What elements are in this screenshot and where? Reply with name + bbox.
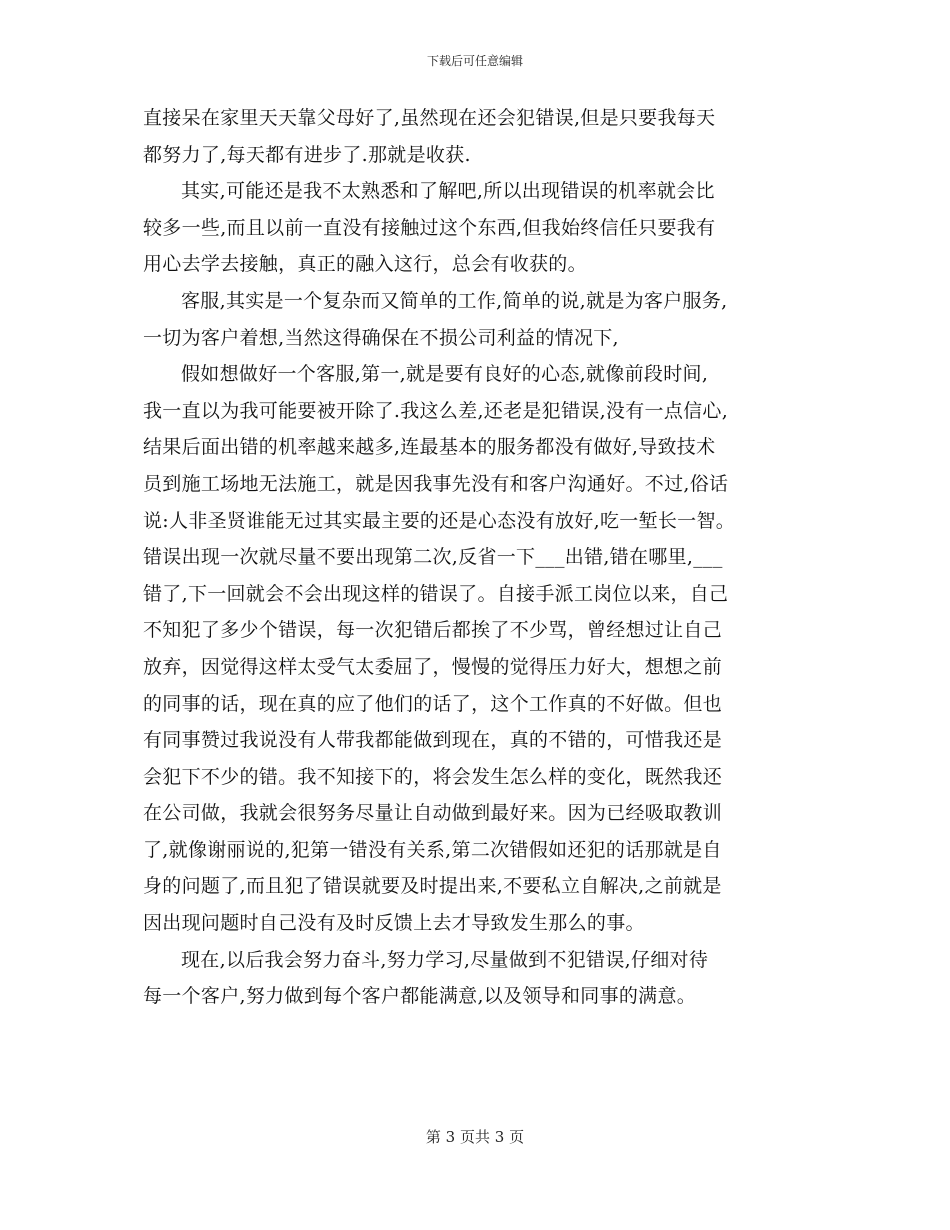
- page-footer: 第 3 页共 3 页: [425, 1128, 525, 1146]
- text-line: 员到施工场地无法施工，就是因我事先没有和客户沟通好。不过,俗话: [143, 472, 729, 495]
- text-line: 其实,可能还是我不太熟悉和了解吧,所以出现错误的机率就会比: [181, 180, 715, 203]
- document-body: [143, 100, 815, 1015]
- page-header: 下载后可任意编辑: [426, 54, 523, 68]
- text-line: 较多一些,而且以前一直没有接触过这个东西,但我始终信任只要我有: [143, 216, 716, 239]
- text-line: 我一直以为我可能要被开除了.我这么差,还老是犯错误,没有一点信心,: [143, 399, 729, 422]
- text-line: 有同事赞过我说没有人带我都能做到现在，真的不错的，可惜我还是: [143, 729, 723, 752]
- text-line: 直接呆在家里天天靠父母好了,虽然现在还会犯错误,但是只要我每天: [143, 107, 716, 129]
- text-line: 会犯下不少的错。我不知接下的，将会发生怎么样的变化，既然我还: [143, 765, 723, 788]
- text-line: 了,就像谢丽说的,犯第一错没有关系,第二次错假如还犯的话那就是自: [143, 838, 722, 861]
- text-line: 现在,以后我会努力奋斗,努力学习,尽量做到不犯错误,仔细对待: [181, 948, 709, 971]
- text-line: 错了,下一回就会不会出现这样的错误了。自接手派工岗位以来，自己: [143, 582, 729, 605]
- text-line: 假如想做好一个客服,第一,就是要有良好的心态,就像前段时间,: [181, 363, 709, 386]
- text-line: 身的问题了,而且犯了错误就要及时提出来,不要私立自解决,之前就是: [143, 875, 722, 898]
- text-line: 结果后面出错的机率越来越多,连最基本的服务都没有做好,导致技术: [143, 436, 716, 459]
- text-line: 错误出现一次就尽量不要出现第二次,反省一下___出错,错在哪里,___: [143, 546, 723, 569]
- text-line: 放弃，因觉得这样太受气太委屈了，慢慢的觉得压力好大，想想之前: [143, 655, 723, 678]
- text-line: 说:人非圣贤谁能无过其实最主要的还是心态没有放好,吃一堑长一智。: [143, 509, 736, 532]
- text-line: 客服,其实是一个复杂而又简单的工作,简单的说,就是为客户服务,: [181, 289, 728, 312]
- text-line: 因出现问题时自己没有及时反馈上去才导致发生那么的事。: [143, 912, 645, 935]
- text-line: 不知犯了多少个错误，每一次犯错后都挨了不少骂，曾经想过让自己: [143, 619, 723, 642]
- text-line: 都努力了,每天都有进步了.那就是收获.: [143, 143, 471, 166]
- text-line: 在公司做，我就会很努务尽量让自动做到最好来。因为已经吸取教训: [143, 802, 723, 825]
- text-line: 每一个客户,努力做到每个客户都能满意,以及领导和同事的满意。: [143, 985, 697, 1008]
- text-line: 的同事的话，现在真的应了他们的话了，这个工作真的不好做。但也: [143, 692, 723, 715]
- text-line: 一切为客户着想,当然这得确保在不损公司利益的情况下,: [143, 326, 619, 349]
- text-line: 用心去学去接触，真正的融入这行，总会有收获的。: [143, 253, 587, 276]
